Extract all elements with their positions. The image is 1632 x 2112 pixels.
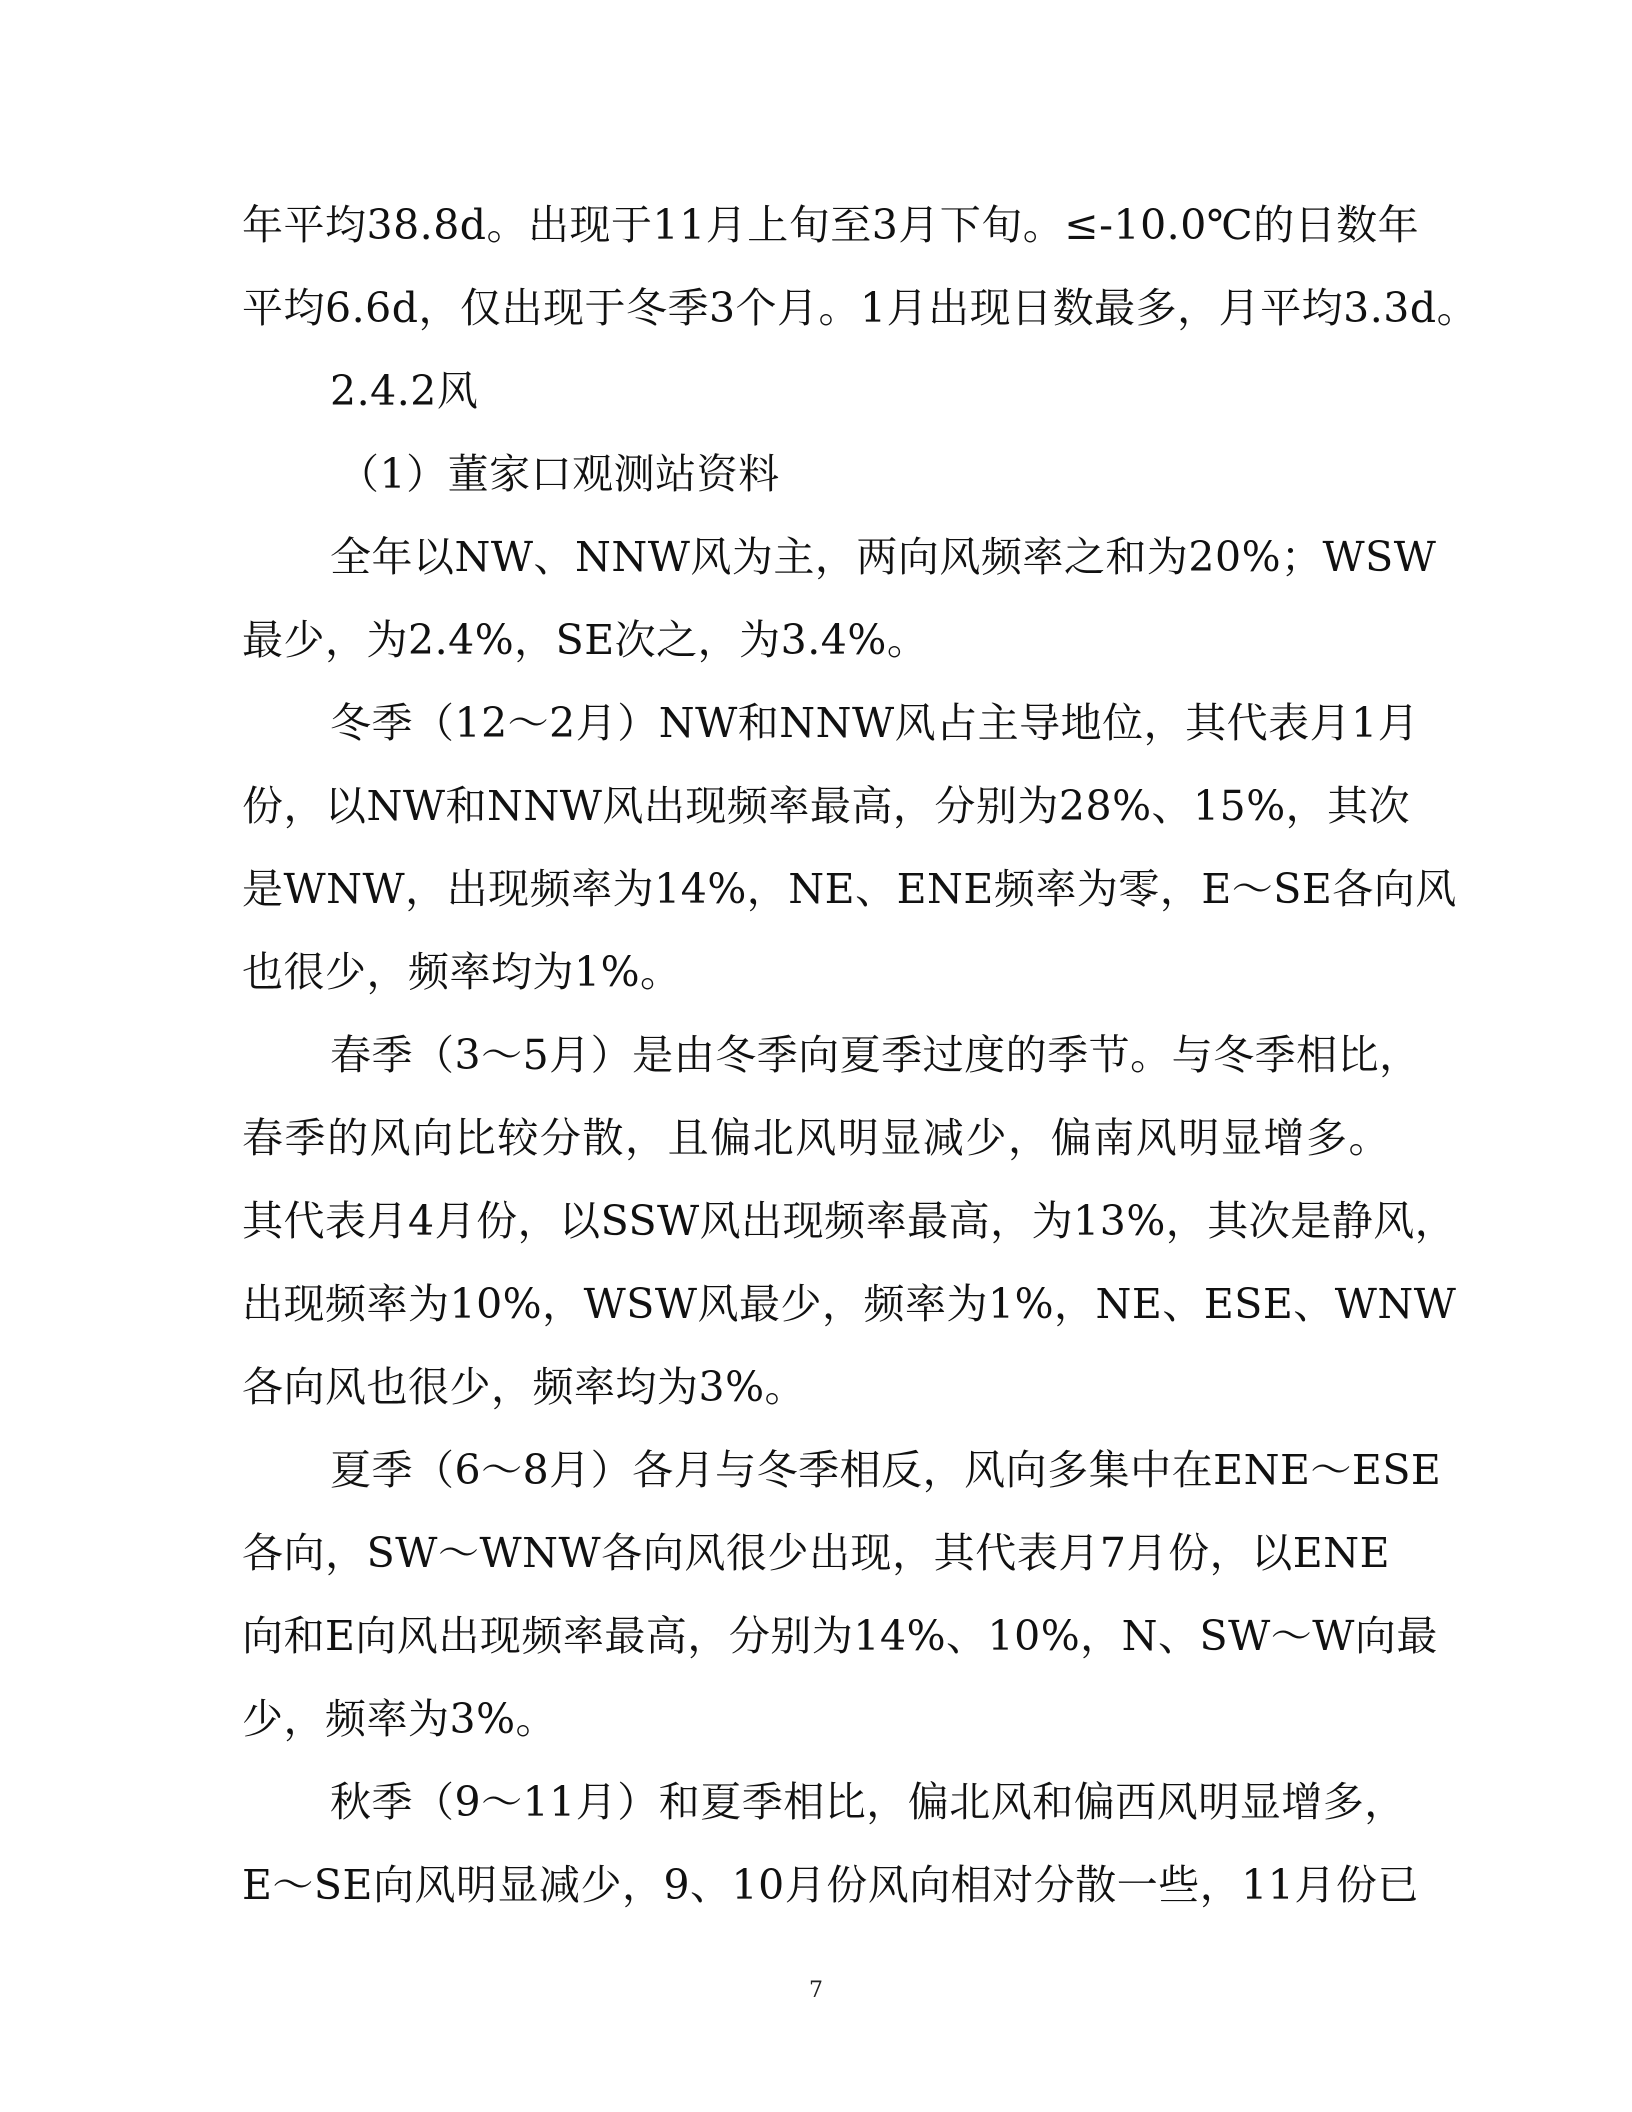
text-line-18: 向和E向风出现频率最高，分别为14%、10%，N、SW～W向最 bbox=[242, 1612, 1438, 1660]
text-line-5: 全年以NW、NNW风为主，两向风频率之和为20%；WSW bbox=[330, 533, 1437, 581]
subsection-heading-dongjiakou-station: （1）董家口观测站资料 bbox=[338, 450, 780, 498]
text-line-1: 年平均38.8d。出现于11月上旬至3月下旬。≤-10.0℃的日数年 bbox=[242, 201, 1420, 249]
text-line-16: 夏季（6～8月）各月与冬季相反，风向多集中在ENE～ESE bbox=[330, 1446, 1442, 1494]
text-line-17: 各向，SW～WNW各向风很少出现，其代表月7月份，以ENE bbox=[242, 1529, 1390, 1577]
page-number: 7 bbox=[809, 1978, 823, 2003]
text-line-13: 其代表月4月份，以SSW风出现频率最高，为13%，其次是静风， bbox=[242, 1197, 1457, 1245]
text-line-14: 出现频率为10%，WSW风最少，频率为1%，NE、ESE、WNW bbox=[242, 1280, 1457, 1328]
text-line-12: 春季的风向比较分散，且偏北风明显减少，偏南风明显增多。 bbox=[242, 1114, 1390, 1162]
text-line-8: 份，以NW和NNW风出现频率最高，分别为28%、15%，其次 bbox=[242, 782, 1411, 830]
text-line-9: 是WNW，出现频率为14%，NE、ENE频率为零，E～SE各向风 bbox=[242, 865, 1457, 913]
text-line-19: 少，频率为3%。 bbox=[242, 1695, 558, 1743]
text-line-11: 春季（3～5月）是由冬季向夏季过度的季节。与冬季相比， bbox=[330, 1031, 1421, 1079]
text-line-6: 最少，为2.4%，SE次之，为3.4%。 bbox=[242, 616, 929, 664]
text-line-15: 各向风也很少，频率均为3%。 bbox=[242, 1363, 807, 1411]
text-line-2: 平均6.6d，仅出现于冬季3个月。1月出现日数最多，月平均3.3d。 bbox=[242, 284, 1479, 332]
text-line-7: 冬季（12～2月）NW和NNW风占主导地位，其代表月1月 bbox=[330, 699, 1420, 747]
text-line-20: 秋季（9～11月）和夏季相比，偏北风和偏西风明显增多， bbox=[330, 1778, 1406, 1826]
text-line-21: E～SE向风明显减少，9、10月份风向相对分散一些，11月份已 bbox=[242, 1861, 1419, 1909]
body-text bbox=[242, 184, 1479, 1927]
text-line-10: 也很少，频率均为1%。 bbox=[242, 948, 682, 996]
section-heading-wind: 2.4.2风 bbox=[330, 367, 479, 415]
